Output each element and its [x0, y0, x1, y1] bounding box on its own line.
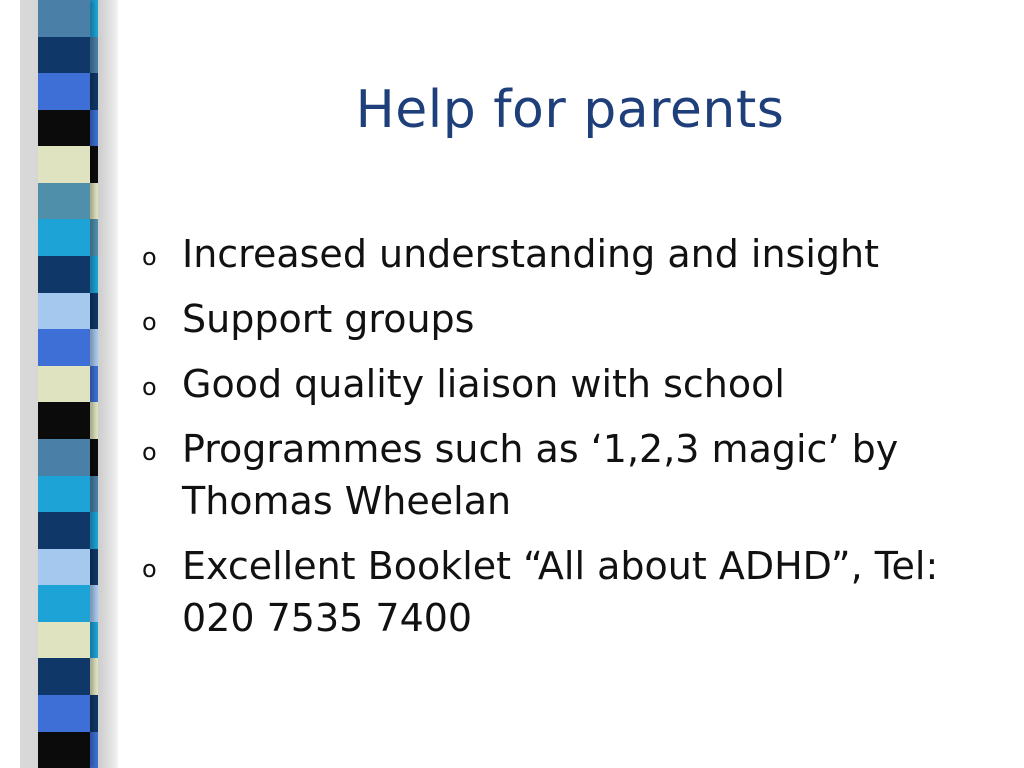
bullet-list	[140, 228, 980, 657]
stripe-segment	[38, 476, 90, 513]
bullet-marker-icon: o	[142, 438, 157, 466]
stripe-segment	[38, 439, 90, 476]
stripe-segment	[38, 622, 90, 659]
decorative-striped-bar	[38, 0, 90, 768]
stripe-segment	[38, 0, 90, 37]
bullet-item	[140, 358, 980, 410]
bullet-item	[140, 228, 980, 280]
stripe-segment	[38, 73, 90, 110]
stripe-segment	[38, 366, 90, 403]
stripe-segment	[38, 256, 90, 293]
bullet-marker-icon: o	[142, 243, 157, 271]
stripe-segment	[38, 329, 90, 366]
stripe-segment	[38, 110, 90, 147]
stripe-segment	[38, 695, 90, 732]
bullet-item	[140, 293, 980, 345]
bullet-marker-icon: o	[142, 555, 157, 583]
stripe-segment	[38, 549, 90, 586]
slide-title: Help for parents	[355, 80, 785, 140]
stripe-segment	[38, 402, 90, 439]
bullet-item	[140, 540, 980, 644]
bullet-marker-icon: o	[142, 308, 157, 336]
stripe-segment	[38, 585, 90, 622]
bullet-item	[140, 423, 980, 527]
stripe-segment	[38, 37, 90, 74]
stripe-segment	[38, 512, 90, 549]
stripe-segment	[38, 293, 90, 330]
stripe-segment	[38, 658, 90, 695]
stripe-segment	[38, 219, 90, 256]
stripe-segment	[38, 183, 90, 220]
bullet-text: Support groups	[182, 297, 475, 341]
bullet-text: Good quality liaison with school	[182, 362, 785, 406]
bullet-text: Excellent Booklet “All about ADHD”, Tel: 020 7535 7400	[182, 544, 939, 640]
stripe-segment	[38, 146, 90, 183]
bullet-marker-icon: o	[142, 373, 157, 401]
bullet-text: Increased understanding and insight	[182, 232, 880, 276]
bullet-text: Programmes such as ‘1,2,3 magic’ by Thomas Wheelan	[182, 427, 899, 523]
stripe-segment	[38, 732, 90, 768]
